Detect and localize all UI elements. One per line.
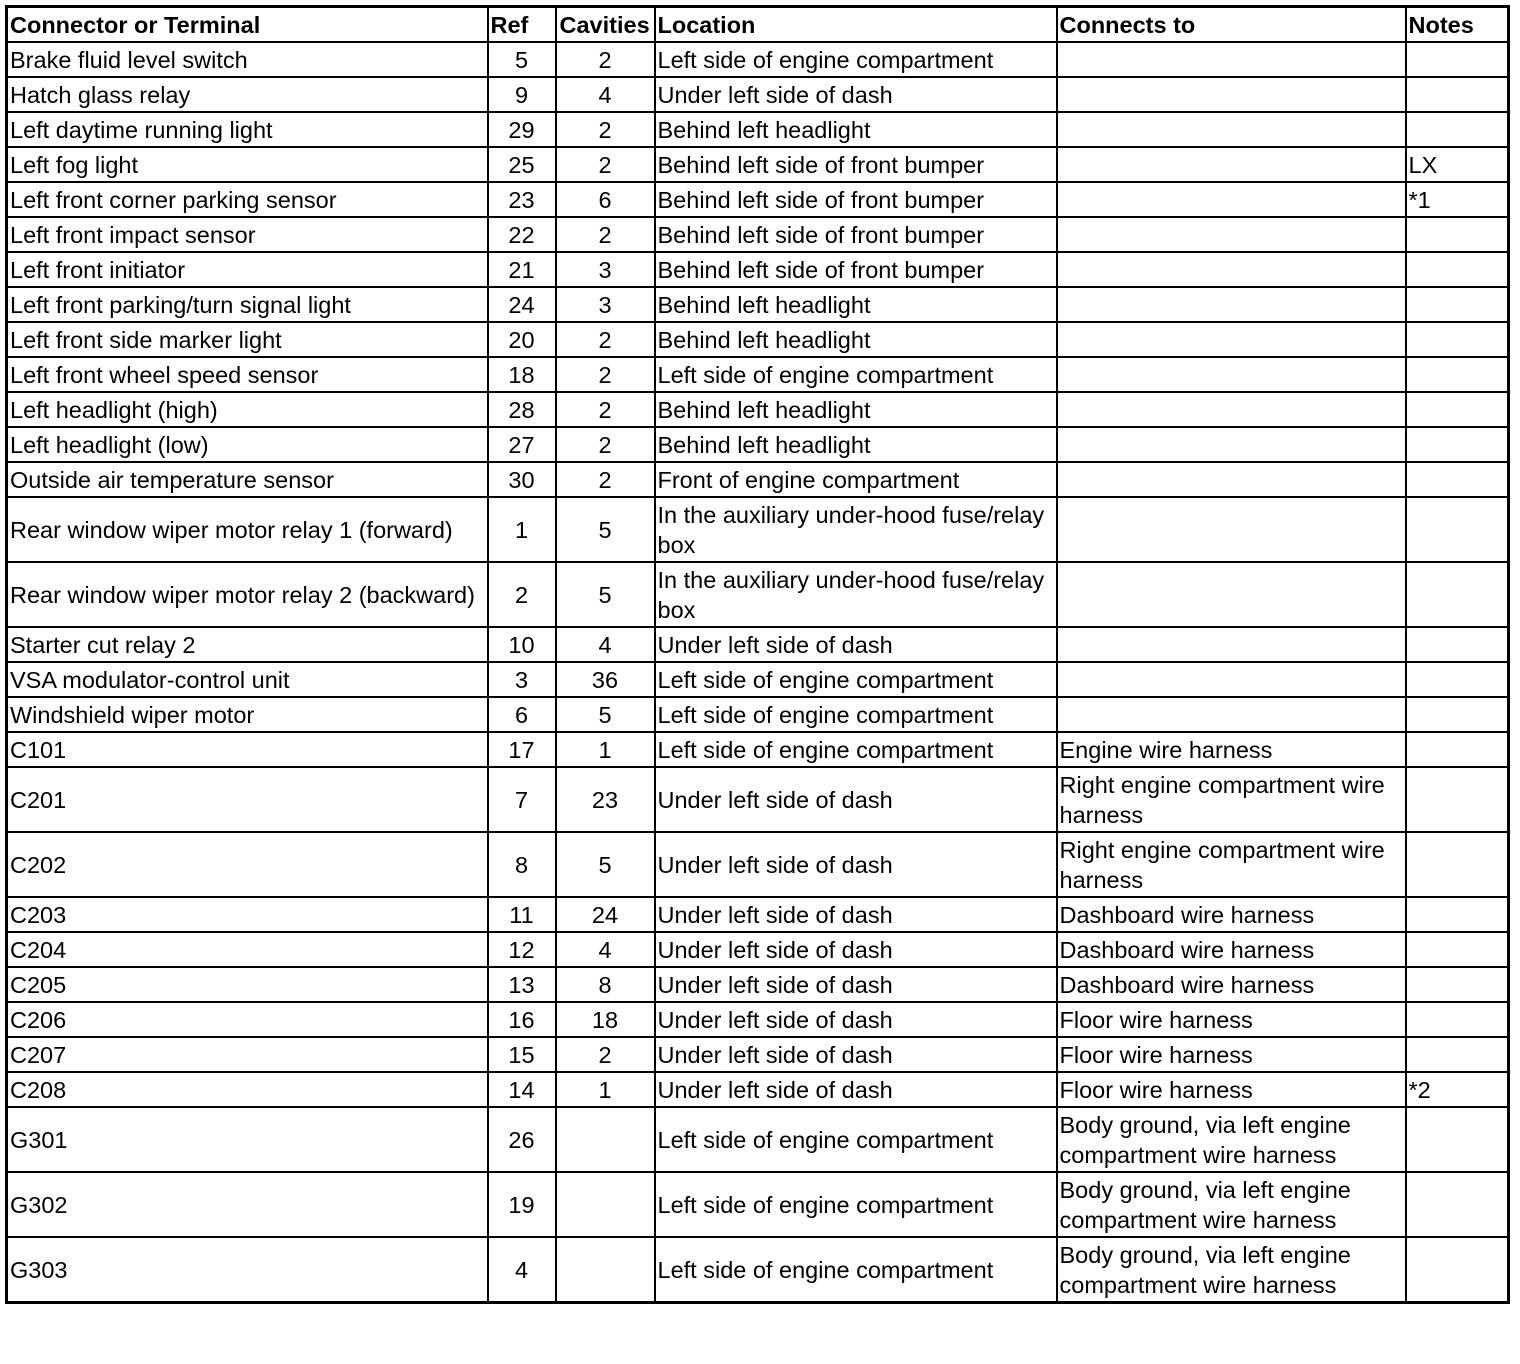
cell-notes bbox=[1406, 77, 1509, 112]
cell-notes bbox=[1406, 932, 1509, 967]
cell-location: Behind left side of front bumper bbox=[655, 147, 1057, 182]
cell-connects-to: Floor wire harness bbox=[1057, 1002, 1406, 1037]
cell-connector: C202 bbox=[7, 832, 488, 897]
cell-connector: Left front initiator bbox=[7, 252, 488, 287]
cell-connects-to: Right engine compartment wire harness bbox=[1057, 767, 1406, 832]
cell-ref: 12 bbox=[488, 932, 556, 967]
table-body bbox=[7, 42, 1509, 1303]
cell-connects-to: Dashboard wire harness bbox=[1057, 967, 1406, 1002]
cell-notes bbox=[1406, 1107, 1509, 1172]
cell-connector: Left front wheel speed sensor bbox=[7, 357, 488, 392]
cell-notes bbox=[1406, 697, 1509, 732]
table-row bbox=[7, 42, 1509, 77]
table-row bbox=[7, 662, 1509, 697]
cell-connects-to bbox=[1057, 497, 1406, 562]
cell-ref: 9 bbox=[488, 77, 556, 112]
cell-connector: C204 bbox=[7, 932, 488, 967]
cell-notes bbox=[1406, 662, 1509, 697]
cell-connector: C201 bbox=[7, 767, 488, 832]
cell-location: Under left side of dash bbox=[655, 932, 1057, 967]
cell-cavities: 4 bbox=[556, 77, 655, 112]
cell-cavities: 2 bbox=[556, 112, 655, 147]
cell-notes bbox=[1406, 497, 1509, 562]
cell-connects-to bbox=[1057, 182, 1406, 217]
cell-connects-to bbox=[1057, 112, 1406, 147]
table-row bbox=[7, 1002, 1509, 1037]
cell-connects-to: Right engine compartment wire harness bbox=[1057, 832, 1406, 897]
cell-location: Left side of engine compartment bbox=[655, 357, 1057, 392]
cell-ref: 5 bbox=[488, 42, 556, 77]
cell-location: Behind left headlight bbox=[655, 112, 1057, 147]
cell-location: In the auxiliary under-hood fuse/relay box bbox=[655, 497, 1057, 562]
cell-notes bbox=[1406, 217, 1509, 252]
cell-connector: C207 bbox=[7, 1037, 488, 1072]
cell-ref: 7 bbox=[488, 767, 556, 832]
cell-connects-to bbox=[1057, 697, 1406, 732]
cell-connects-to bbox=[1057, 217, 1406, 252]
table-row bbox=[7, 1037, 1509, 1072]
cell-connects-to bbox=[1057, 462, 1406, 497]
cell-cavities bbox=[556, 1172, 655, 1237]
cell-cavities: 2 bbox=[556, 42, 655, 77]
cell-notes bbox=[1406, 1002, 1509, 1037]
cell-connector: Left daytime running light bbox=[7, 112, 488, 147]
cell-connector: Left front side marker light bbox=[7, 322, 488, 357]
cell-location: Left side of engine compartment bbox=[655, 732, 1057, 767]
cell-cavities: 6 bbox=[556, 182, 655, 217]
table-row bbox=[7, 697, 1509, 732]
cell-ref: 22 bbox=[488, 217, 556, 252]
cell-cavities bbox=[556, 1107, 655, 1172]
cell-ref: 13 bbox=[488, 967, 556, 1002]
header-row bbox=[7, 7, 1509, 43]
cell-connects-to: Body ground, via left engine compartment wire harness bbox=[1057, 1237, 1406, 1303]
cell-ref: 21 bbox=[488, 252, 556, 287]
cell-location: Under left side of dash bbox=[655, 967, 1057, 1002]
cell-location: Behind left headlight bbox=[655, 392, 1057, 427]
cell-cavities: 2 bbox=[556, 147, 655, 182]
table-row bbox=[7, 287, 1509, 322]
cell-ref: 18 bbox=[488, 357, 556, 392]
cell-ref: 10 bbox=[488, 627, 556, 662]
cell-location: Behind left side of front bumper bbox=[655, 252, 1057, 287]
cell-cavities: 2 bbox=[556, 217, 655, 252]
table-row bbox=[7, 1072, 1509, 1107]
cell-location: Under left side of dash bbox=[655, 767, 1057, 832]
col-header-cavities: Cavities bbox=[556, 7, 655, 43]
cell-connects-to bbox=[1057, 77, 1406, 112]
table-row bbox=[7, 1172, 1509, 1237]
cell-cavities: 5 bbox=[556, 497, 655, 562]
table-row bbox=[7, 562, 1509, 627]
table-row bbox=[7, 497, 1509, 562]
cell-notes bbox=[1406, 967, 1509, 1002]
table-row bbox=[7, 77, 1509, 112]
cell-cavities: 5 bbox=[556, 832, 655, 897]
cell-connector: VSA modulator-control unit bbox=[7, 662, 488, 697]
cell-location: Under left side of dash bbox=[655, 627, 1057, 662]
cell-notes bbox=[1406, 767, 1509, 832]
cell-connects-to bbox=[1057, 427, 1406, 462]
cell-notes bbox=[1406, 1037, 1509, 1072]
table-row bbox=[7, 732, 1509, 767]
cell-notes bbox=[1406, 562, 1509, 627]
cell-location: Left side of engine compartment bbox=[655, 42, 1057, 77]
table-row bbox=[7, 1107, 1509, 1172]
cell-ref: 26 bbox=[488, 1107, 556, 1172]
cell-cavities: 2 bbox=[556, 392, 655, 427]
cell-location: Left side of engine compartment bbox=[655, 697, 1057, 732]
cell-cavities: 8 bbox=[556, 967, 655, 1002]
cell-ref: 14 bbox=[488, 1072, 556, 1107]
cell-connector: G302 bbox=[7, 1172, 488, 1237]
table-row bbox=[7, 627, 1509, 662]
cell-location: Behind left headlight bbox=[655, 322, 1057, 357]
cell-connector: G303 bbox=[7, 1237, 488, 1303]
table-row bbox=[7, 832, 1509, 897]
cell-ref: 11 bbox=[488, 897, 556, 932]
cell-ref: 25 bbox=[488, 147, 556, 182]
cell-location: Left side of engine compartment bbox=[655, 1107, 1057, 1172]
cell-connector: Hatch glass relay bbox=[7, 77, 488, 112]
cell-location: Under left side of dash bbox=[655, 77, 1057, 112]
col-header-location: Location bbox=[655, 7, 1057, 43]
cell-connector: Left fog light bbox=[7, 147, 488, 182]
cell-cavities: 2 bbox=[556, 357, 655, 392]
cell-connects-to bbox=[1057, 322, 1406, 357]
cell-notes bbox=[1406, 392, 1509, 427]
cell-ref: 2 bbox=[488, 562, 556, 627]
cell-cavities: 3 bbox=[556, 252, 655, 287]
cell-connector: Left headlight (high) bbox=[7, 392, 488, 427]
cell-cavities: 2 bbox=[556, 1037, 655, 1072]
cell-notes bbox=[1406, 287, 1509, 322]
cell-location: Left side of engine compartment bbox=[655, 1237, 1057, 1303]
cell-connector: Left front corner parking sensor bbox=[7, 182, 488, 217]
cell-connector: Left front parking/turn signal light bbox=[7, 287, 488, 322]
table-row bbox=[7, 427, 1509, 462]
cell-notes bbox=[1406, 462, 1509, 497]
cell-ref: 27 bbox=[488, 427, 556, 462]
cell-connects-to bbox=[1057, 147, 1406, 182]
cell-ref: 29 bbox=[488, 112, 556, 147]
cell-connector: C205 bbox=[7, 967, 488, 1002]
cell-connector: Windshield wiper motor bbox=[7, 697, 488, 732]
cell-ref: 30 bbox=[488, 462, 556, 497]
cell-connects-to bbox=[1057, 627, 1406, 662]
cell-cavities: 5 bbox=[556, 697, 655, 732]
cell-notes bbox=[1406, 427, 1509, 462]
table-row bbox=[7, 357, 1509, 392]
cell-cavities: 2 bbox=[556, 462, 655, 497]
cell-ref: 20 bbox=[488, 322, 556, 357]
col-header-connects-to: Connects to bbox=[1057, 7, 1406, 43]
cell-location: Under left side of dash bbox=[655, 1072, 1057, 1107]
cell-connects-to bbox=[1057, 562, 1406, 627]
table-row bbox=[7, 462, 1509, 497]
cell-connects-to bbox=[1057, 392, 1406, 427]
cell-connects-to: Body ground, via left engine compartment wire harness bbox=[1057, 1107, 1406, 1172]
cell-connector: Starter cut relay 2 bbox=[7, 627, 488, 662]
cell-notes: *2 bbox=[1406, 1072, 1509, 1107]
cell-connector: C203 bbox=[7, 897, 488, 932]
cell-cavities bbox=[556, 1237, 655, 1303]
table-row bbox=[7, 932, 1509, 967]
connector-table bbox=[5, 5, 1510, 1304]
cell-location: Behind left side of front bumper bbox=[655, 217, 1057, 252]
cell-cavities: 18 bbox=[556, 1002, 655, 1037]
cell-location: Behind left headlight bbox=[655, 427, 1057, 462]
cell-notes bbox=[1406, 322, 1509, 357]
cell-cavities: 1 bbox=[556, 1072, 655, 1107]
cell-cavities: 5 bbox=[556, 562, 655, 627]
cell-notes bbox=[1406, 252, 1509, 287]
cell-connects-to bbox=[1057, 42, 1406, 77]
cell-connector: Rear window wiper motor relay 2 (backward) bbox=[7, 562, 488, 627]
cell-connects-to: Dashboard wire harness bbox=[1057, 897, 1406, 932]
cell-connector: G301 bbox=[7, 1107, 488, 1172]
cell-connects-to: Body ground, via left engine compartment wire harness bbox=[1057, 1172, 1406, 1237]
cell-notes bbox=[1406, 627, 1509, 662]
cell-location: Under left side of dash bbox=[655, 897, 1057, 932]
cell-location: In the auxiliary under-hood fuse/relay box bbox=[655, 562, 1057, 627]
cell-connects-to: Dashboard wire harness bbox=[1057, 932, 1406, 967]
cell-cavities: 4 bbox=[556, 932, 655, 967]
cell-ref: 19 bbox=[488, 1172, 556, 1237]
cell-connects-to: Engine wire harness bbox=[1057, 732, 1406, 767]
cell-connects-to bbox=[1057, 287, 1406, 322]
cell-connects-to bbox=[1057, 357, 1406, 392]
cell-notes bbox=[1406, 832, 1509, 897]
table-row bbox=[7, 897, 1509, 932]
table-row bbox=[7, 252, 1509, 287]
cell-connects-to bbox=[1057, 662, 1406, 697]
cell-connects-to: Floor wire harness bbox=[1057, 1072, 1406, 1107]
cell-ref: 3 bbox=[488, 662, 556, 697]
cell-ref: 1 bbox=[488, 497, 556, 562]
cell-connects-to: Floor wire harness bbox=[1057, 1037, 1406, 1072]
cell-notes: LX bbox=[1406, 147, 1509, 182]
table-row bbox=[7, 1237, 1509, 1303]
cell-notes bbox=[1406, 1172, 1509, 1237]
cell-ref: 17 bbox=[488, 732, 556, 767]
cell-notes bbox=[1406, 732, 1509, 767]
col-header-connector: Connector or Terminal bbox=[7, 7, 488, 43]
table-row bbox=[7, 182, 1509, 217]
cell-location: Left side of engine compartment bbox=[655, 662, 1057, 697]
cell-ref: 4 bbox=[488, 1237, 556, 1303]
table-row bbox=[7, 322, 1509, 357]
cell-connector: C101 bbox=[7, 732, 488, 767]
cell-connector: Brake fluid level switch bbox=[7, 42, 488, 77]
cell-connector: C208 bbox=[7, 1072, 488, 1107]
table-row bbox=[7, 767, 1509, 832]
table-row bbox=[7, 217, 1509, 252]
col-header-ref: Ref bbox=[488, 7, 556, 43]
cell-cavities: 4 bbox=[556, 627, 655, 662]
cell-location: Left side of engine compartment bbox=[655, 1172, 1057, 1237]
table-row bbox=[7, 147, 1509, 182]
cell-connects-to bbox=[1057, 252, 1406, 287]
table-row bbox=[7, 392, 1509, 427]
cell-connector: C206 bbox=[7, 1002, 488, 1037]
cell-ref: 8 bbox=[488, 832, 556, 897]
cell-location: Under left side of dash bbox=[655, 832, 1057, 897]
cell-location: Under left side of dash bbox=[655, 1037, 1057, 1072]
cell-location: Front of engine compartment bbox=[655, 462, 1057, 497]
cell-notes bbox=[1406, 357, 1509, 392]
cell-location: Behind left headlight bbox=[655, 287, 1057, 322]
cell-connector: Rear window wiper motor relay 1 (forward) bbox=[7, 497, 488, 562]
cell-connector: Left front impact sensor bbox=[7, 217, 488, 252]
col-header-notes: Notes bbox=[1406, 7, 1509, 43]
cell-location: Behind left side of front bumper bbox=[655, 182, 1057, 217]
cell-cavities: 24 bbox=[556, 897, 655, 932]
cell-notes bbox=[1406, 1237, 1509, 1303]
cell-ref: 6 bbox=[488, 697, 556, 732]
cell-connector: Outside air temperature sensor bbox=[7, 462, 488, 497]
cell-ref: 16 bbox=[488, 1002, 556, 1037]
table-row bbox=[7, 967, 1509, 1002]
cell-ref: 15 bbox=[488, 1037, 556, 1072]
cell-notes bbox=[1406, 42, 1509, 77]
cell-ref: 23 bbox=[488, 182, 556, 217]
cell-connector: Left headlight (low) bbox=[7, 427, 488, 462]
cell-notes bbox=[1406, 112, 1509, 147]
cell-cavities: 36 bbox=[556, 662, 655, 697]
cell-notes: *1 bbox=[1406, 182, 1509, 217]
table-row bbox=[7, 112, 1509, 147]
cell-cavities: 2 bbox=[556, 322, 655, 357]
cell-cavities: 3 bbox=[556, 287, 655, 322]
cell-cavities: 2 bbox=[556, 427, 655, 462]
cell-notes bbox=[1406, 897, 1509, 932]
cell-ref: 24 bbox=[488, 287, 556, 322]
cell-ref: 28 bbox=[488, 392, 556, 427]
cell-location: Under left side of dash bbox=[655, 1002, 1057, 1037]
cell-cavities: 1 bbox=[556, 732, 655, 767]
cell-cavities: 23 bbox=[556, 767, 655, 832]
